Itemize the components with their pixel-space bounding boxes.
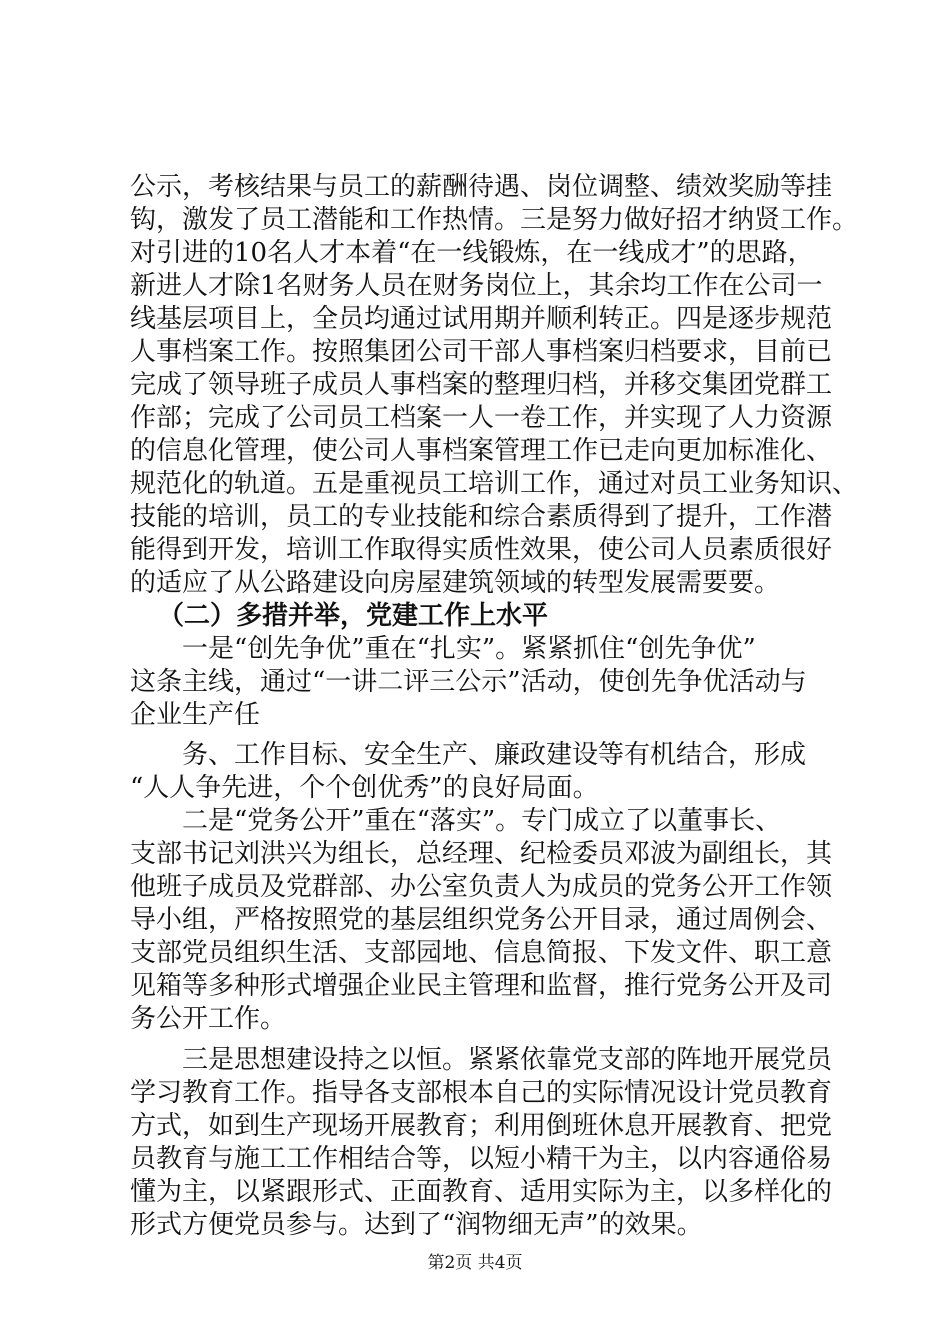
body-text-line: 作部；完成了公司员工档案一人一卷工作，并实现了人力资源 [130,403,833,433]
body-text-line: 见箱等多种形式增强企业民主管理和监督，推行党务公开及司 [130,971,833,1001]
body-text-line: 对引进的10名人才本着“在一线锻炼，在一线成才”的思路， [130,238,814,268]
body-text-line: 能得到开发，培训工作取得实质性效果，使公司人员素质很好 [130,535,833,565]
body-text-line: 公示，考核结果与员工的薪酬待遇、岗位调整、绩效奖励等挂 [130,172,833,202]
body-text-line: 导小组，严格按照党的基层组织党务公开目录，通过周例会、 [130,905,833,935]
body-text-line: 的信息化管理，使公司人事档案管理工作已走向更加标准化、 [130,436,833,466]
body-text-line: 企业生产任 [130,700,261,730]
body-text-line: 线基层项目上，全员均通过试用期并顺利转正。四是逐步规范 [130,304,833,334]
body-text-line: 员教育与施工工作相结合等，以短小精干为主，以内容通俗易 [130,1144,833,1174]
body-text-line: 形式方便党员参与。达到了“润物细无声”的效果。 [130,1210,703,1240]
body-text-line: “人人争先进，个个创优秀”的良好局面。 [130,773,599,803]
body-text-line: 二是“党务公开”重在“落实”。专门成立了以董事长、 [182,806,782,836]
body-text-line: 人事档案工作。按照集团公司干部人事档案归档要求，目前已 [130,337,833,367]
body-text-line: 方式，如到生产现场开展教育；利用倒班休息开展教育、把党 [130,1111,833,1141]
body-text-line: 技能的培训，员工的专业技能和综合素质得到了提升，工作潜 [130,502,833,532]
body-text-line: 懂为主，以紧跟形式、正面教育、适用实际为主，以多样化的 [130,1177,833,1207]
page-footer: 第2页 共4页 [427,1253,523,1273]
body-text-line: 的适应了从公路建设向房屋建筑领域的转型发展需要要。 [130,568,781,598]
body-text-line: 新进人才除1名财务人员在财务岗位上，其余均工作在公司一 [130,271,823,301]
body-text-line: 支部党员组织生活、支部园地、信息简报、下发文件、职工意 [130,938,833,968]
body-text-line: 完成了领导班子成员人事档案的整理归档，并移交集团党群工 [130,370,833,400]
body-text-line: 规范化的轨道。五是重视员工培训工作，通过对员工业务知识、 [130,469,859,499]
body-text-line: 这条主线，通过“一讲二评三公示”活动，使创先争优活动与 [130,667,807,697]
body-text-line: 支部书记刘洪兴为组长，总经理、纪检委员邓波为副组长，其 [130,839,833,869]
body-text-line: 务、工作目标、安全生产、廉政建设等有机结合，形成 [182,740,807,770]
body-text-line: 务公开工作。 [130,1004,287,1034]
body-text-line: 三是思想建设持之以恒。紧紧依靠党支部的阵地开展党员 [182,1045,833,1075]
body-text-line: 钩，激发了员工潜能和工作热情。三是努力做好招才纳贤工作。 [130,205,859,235]
section-heading: （二）多措并举，党建工作上水平 [158,601,549,631]
body-text-line: 学习教育工作。指导各支部根本自己的实际情况设计党员教育 [130,1078,833,1108]
body-text-line: 他班子成员及党群部、办公室负责人为成员的党务公开工作领 [130,872,833,902]
body-text-line: 一是“创先争优”重在“扎实”。紧紧抓住“创先争优” [182,634,756,664]
